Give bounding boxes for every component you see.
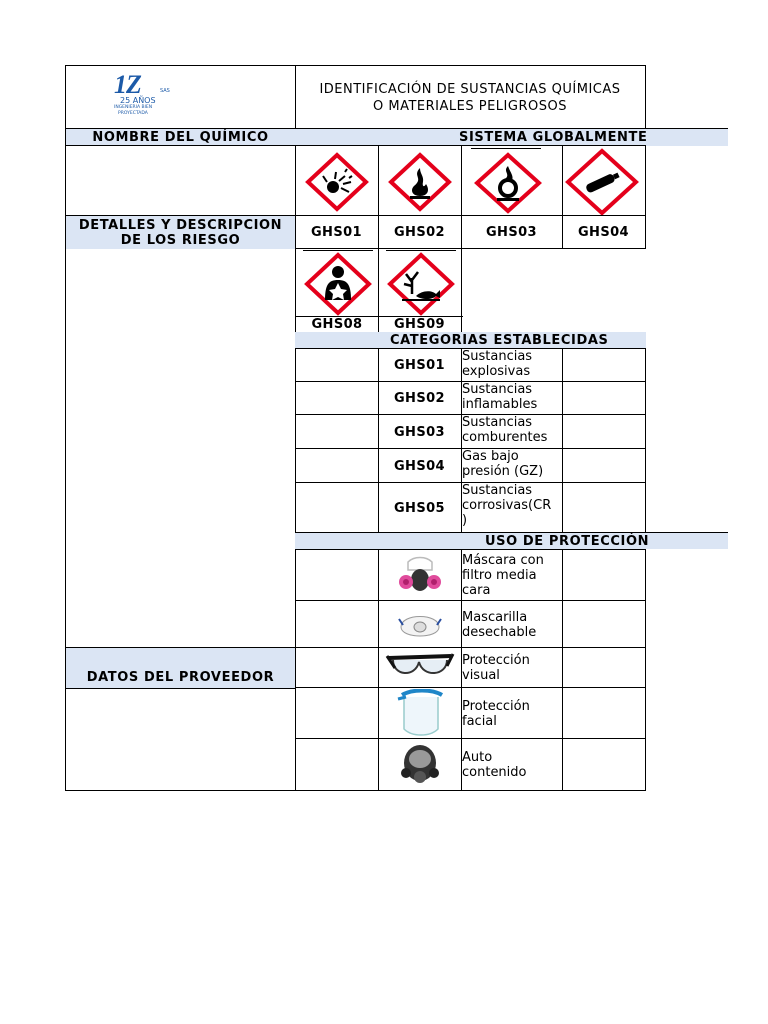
protection-empty-cell[interactable] bbox=[295, 600, 379, 648]
supplier-field[interactable] bbox=[65, 688, 296, 791]
protection-description-line-2: filtro media bbox=[462, 568, 537, 583]
full-face-respirator-icon bbox=[398, 743, 442, 787]
category-empty-cell[interactable] bbox=[295, 414, 379, 449]
supplier-header-cell bbox=[65, 647, 296, 689]
category-description-line-1: Sustancias bbox=[462, 349, 533, 364]
protection-notes-cell[interactable] bbox=[562, 549, 646, 601]
protection-description-line-3: cara bbox=[462, 583, 491, 598]
category-empty-cell[interactable] bbox=[295, 348, 379, 382]
environment-icon bbox=[386, 252, 456, 316]
category-code: GHS03 bbox=[378, 414, 462, 449]
image-border-line bbox=[303, 250, 373, 251]
category-description-line-1: Sustancias bbox=[462, 382, 533, 397]
category-code: GHS02 bbox=[378, 381, 462, 415]
supplier-header: DATOS DEL PROVEEDOR bbox=[86, 670, 275, 685]
protection-description bbox=[461, 600, 563, 648]
category-description-line-2: comburentes bbox=[462, 430, 548, 445]
document-title bbox=[295, 65, 646, 129]
category-description-line-2: corrosivas(CR bbox=[462, 498, 552, 513]
protection-image-cell bbox=[378, 738, 462, 791]
protection-header: USO DE PROTECCIÓN bbox=[295, 532, 728, 549]
category-description bbox=[461, 348, 563, 382]
protection-notes-cell[interactable] bbox=[562, 738, 646, 791]
protection-notes-cell[interactable] bbox=[562, 647, 646, 688]
exploding-bomb-icon bbox=[305, 152, 369, 212]
disposable-mask-icon bbox=[395, 605, 445, 645]
categories-header: CATEGORIAS ESTABLECIDAS bbox=[295, 332, 646, 349]
logo-sas: SAS bbox=[160, 88, 170, 94]
protection-description-line-2: visual bbox=[462, 668, 500, 683]
category-description-line-3: ) bbox=[462, 513, 468, 528]
chemical-name-field[interactable] bbox=[65, 145, 296, 216]
divider bbox=[295, 316, 463, 317]
flame-over-circle-icon bbox=[473, 152, 543, 214]
code-ghs02: GHS02 bbox=[378, 215, 462, 249]
global-system-header: SISTEMA GLOBALMENTE bbox=[295, 128, 728, 146]
protection-description-line-1: Auto bbox=[462, 749, 493, 765]
protection-notes-cell[interactable] bbox=[562, 600, 646, 648]
category-notes-cell[interactable] bbox=[562, 482, 646, 533]
protection-image-cell bbox=[378, 549, 462, 601]
category-code: GHS05 bbox=[378, 482, 462, 533]
title-line-2: O MATERIALES PELIGROSOS bbox=[373, 98, 567, 114]
protection-image-cell bbox=[378, 687, 462, 739]
details-header bbox=[65, 215, 296, 249]
protection-description bbox=[461, 687, 563, 739]
category-code: GHS01 bbox=[378, 348, 462, 382]
logo-tagline-1: INGENIERIA BIEN bbox=[114, 105, 153, 110]
protection-empty-cell[interactable] bbox=[295, 687, 379, 739]
flame-icon bbox=[388, 152, 452, 212]
pictogram-cell-ghs03 bbox=[461, 145, 563, 216]
protection-description-line-1: Protección bbox=[462, 698, 530, 714]
code-ghs04: GHS04 bbox=[562, 215, 646, 249]
protection-description-line-2: contenido bbox=[462, 764, 527, 780]
gas-cylinder-icon bbox=[565, 148, 639, 216]
code-ghs03: GHS03 bbox=[461, 215, 563, 249]
protection-image-cell bbox=[378, 600, 462, 648]
category-notes-cell[interactable] bbox=[562, 381, 646, 415]
details-header-line-2: DE LOS RIESGO bbox=[120, 232, 241, 248]
health-hazard-icon bbox=[303, 252, 373, 316]
chemical-name-header: NOMBRE DEL QUÍMICO bbox=[65, 128, 296, 146]
protection-description-line-2: desechable bbox=[462, 624, 537, 640]
pictogram-cell-ghs02 bbox=[378, 145, 462, 216]
category-empty-cell[interactable] bbox=[295, 381, 379, 415]
category-notes-cell[interactable] bbox=[562, 348, 646, 382]
logo-years: 25 AÑOS bbox=[120, 96, 156, 105]
pictogram-cell-ghs04 bbox=[562, 145, 646, 216]
code-ghs01: GHS01 bbox=[295, 215, 379, 249]
protection-empty-cell[interactable] bbox=[295, 738, 379, 791]
pictogram-cell-ghs01 bbox=[295, 145, 379, 216]
category-description bbox=[461, 414, 563, 449]
category-empty-cell[interactable] bbox=[295, 482, 379, 533]
protection-empty-cell[interactable] bbox=[295, 647, 379, 688]
protection-description-line-1: Mascarilla bbox=[462, 609, 528, 625]
title-line-1: IDENTIFICACIÓN DE SUSTANCIAS QUÍMICAS bbox=[319, 81, 621, 97]
protection-description-line-1: Protección bbox=[462, 653, 530, 668]
category-description bbox=[461, 482, 563, 533]
code-ghs08: GHS08 bbox=[311, 316, 363, 332]
logo-cell bbox=[65, 65, 296, 129]
image-border-line bbox=[471, 148, 541, 149]
logo-mark: 1Z bbox=[114, 70, 141, 99]
face-shield-icon bbox=[392, 689, 448, 739]
safety-glasses-icon bbox=[385, 650, 455, 686]
category-notes-cell[interactable] bbox=[562, 414, 646, 449]
category-notes-cell[interactable] bbox=[562, 448, 646, 483]
protection-description-line-1: Máscara con bbox=[462, 553, 544, 568]
code-ghs09: GHS09 bbox=[378, 315, 462, 333]
protection-description bbox=[461, 738, 563, 791]
company-logo bbox=[114, 70, 174, 126]
half-face-respirator-icon bbox=[396, 556, 444, 596]
protection-empty-cell[interactable] bbox=[295, 549, 379, 601]
image-border-line bbox=[386, 250, 456, 251]
category-description bbox=[461, 448, 563, 483]
protection-image-cell bbox=[378, 647, 462, 688]
category-code: GHS04 bbox=[378, 448, 462, 483]
category-description-line-1: Sustancias bbox=[462, 415, 533, 430]
category-description-line-2: inflamables bbox=[462, 397, 538, 412]
details-header-line-1: DETALLES Y DESCRIPCION bbox=[78, 217, 283, 233]
protection-description bbox=[461, 549, 563, 601]
category-empty-cell[interactable] bbox=[295, 448, 379, 483]
protection-notes-cell[interactable] bbox=[562, 687, 646, 739]
protection-description-line-2: facial bbox=[462, 713, 497, 729]
category-description-line-1: Gas bajo bbox=[462, 449, 519, 464]
details-field[interactable] bbox=[65, 248, 296, 648]
category-description-line-2: presión (GZ) bbox=[462, 464, 544, 479]
category-description-line-2: explosivas bbox=[462, 364, 531, 379]
protection-description bbox=[461, 647, 563, 688]
category-description bbox=[461, 381, 563, 415]
category-description-line-1: Sustancias bbox=[462, 483, 533, 498]
logo-tagline-2: PROYECTADA bbox=[118, 111, 148, 116]
